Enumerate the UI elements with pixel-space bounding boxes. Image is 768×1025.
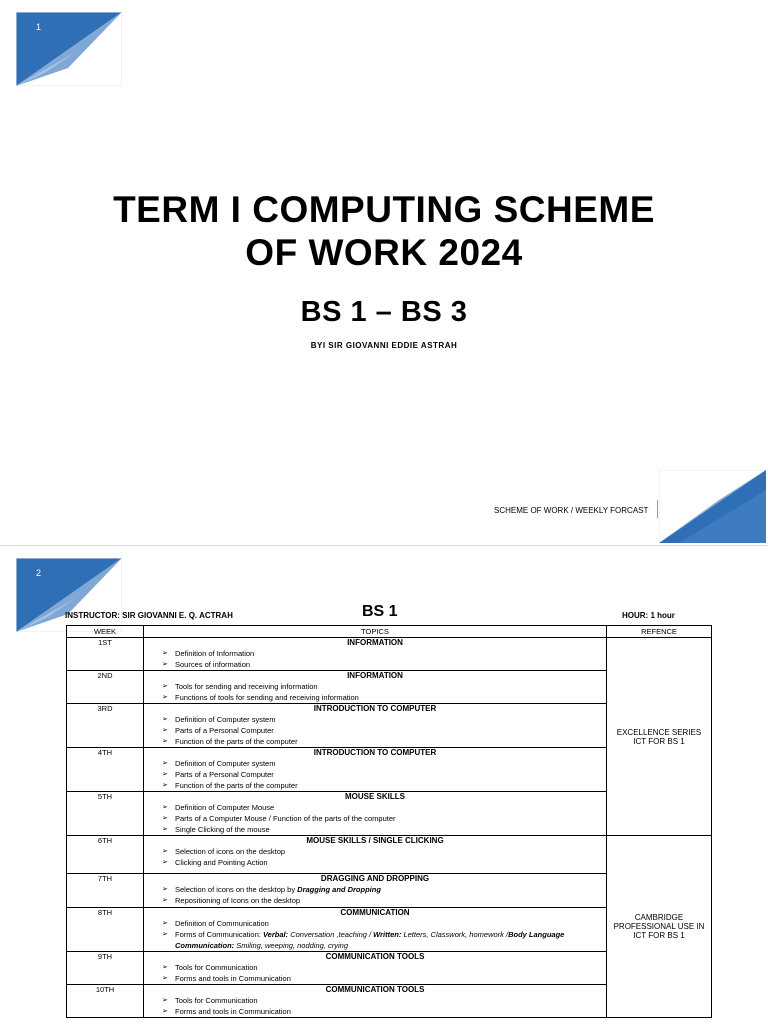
list-item: ➢ Functions of tools for sending and receiving information bbox=[162, 692, 606, 703]
item-text: Selection of icons on the desktop by bbox=[175, 885, 298, 894]
topic-list bbox=[144, 846, 606, 868]
topic-list bbox=[144, 884, 606, 906]
topic-heading: DRAGGING AND DROPPING bbox=[320, 874, 430, 883]
list-item: ➢ Sources of information bbox=[162, 659, 606, 670]
list-item: ➢ Tools for sending and receiving information bbox=[162, 681, 606, 692]
list-item: ➢ Parts of a Computer Mouse / Function of the parts of the computer bbox=[162, 813, 606, 824]
topic-heading: INTRODUCTION TO COMPUTER bbox=[313, 704, 437, 713]
week-cell: 10TH bbox=[67, 985, 144, 1018]
reference-line: PROFESSIONAL USE IN bbox=[613, 922, 705, 931]
topic-cell bbox=[144, 874, 607, 908]
reference-line: CAMBRIDGE bbox=[634, 913, 684, 922]
week-cell: 7TH bbox=[67, 874, 144, 908]
list-item bbox=[162, 884, 606, 895]
corner-decoration-top-left bbox=[16, 12, 122, 86]
item-italic: Smiling, weeping, nodding, crying bbox=[234, 941, 348, 950]
topic-list bbox=[144, 681, 606, 703]
topic-heading: INFORMATION bbox=[347, 638, 403, 647]
topic-heading: COMMUNICATION TOOLS bbox=[325, 952, 425, 961]
list-item: ➢ Clicking and Pointing Action bbox=[162, 857, 606, 868]
list-item: ➢ Definition of Computer system bbox=[162, 714, 606, 725]
topic-list bbox=[144, 962, 606, 984]
corner-decoration-bottom-right bbox=[659, 470, 766, 543]
topic-heading: COMMUNICATION TOOLS bbox=[325, 985, 425, 994]
slide-number: 2 bbox=[36, 568, 42, 578]
topic-cell bbox=[144, 908, 607, 952]
footer-divider bbox=[657, 500, 658, 518]
subtitle: BS 1 – BS 3 bbox=[300, 296, 468, 328]
topic-list bbox=[144, 918, 606, 951]
corner-decoration-top-left bbox=[16, 558, 122, 632]
topic-heading: INFORMATION bbox=[347, 671, 403, 680]
item-emphasis: Written: bbox=[373, 930, 402, 939]
week-cell: 3RD bbox=[67, 704, 144, 748]
topic-heading: MOUSE SKILLS bbox=[344, 792, 405, 801]
reference-line: ICT FOR BS 1 bbox=[633, 931, 685, 940]
slide-number: 1 bbox=[36, 22, 42, 32]
title-line-2: OF WORK 2024 bbox=[245, 232, 523, 273]
scheme-table bbox=[66, 625, 712, 1018]
topic-list bbox=[144, 995, 606, 1017]
topic-cell bbox=[144, 704, 607, 748]
week-cell: 8TH bbox=[67, 908, 144, 952]
instructor-label: INSTRUCTOR: SIR GIOVANNI E. Q. ACTRAH bbox=[65, 611, 233, 620]
item-italic: Letters, Classwork, homework / bbox=[401, 930, 509, 939]
list-item: ➢ Repositioning of Icons on the desktop bbox=[162, 895, 606, 906]
week-cell: 4TH bbox=[67, 748, 144, 792]
list-item bbox=[162, 929, 606, 951]
reference-line: ICT FOR BS 1 bbox=[633, 736, 685, 746]
header-week: WEEK bbox=[67, 626, 144, 638]
week-cell: 2ND bbox=[67, 671, 144, 704]
topic-list bbox=[144, 802, 606, 835]
reference-cell-2 bbox=[607, 836, 712, 1018]
topic-list bbox=[144, 714, 606, 747]
list-item: ➢ Definition of Computer Mouse bbox=[162, 802, 606, 813]
list-item: ➢ Forms and tools in Communication bbox=[162, 973, 606, 984]
week-cell: 6TH bbox=[67, 836, 144, 874]
topic-cell bbox=[144, 836, 607, 874]
list-item: ➢ Parts of a Personal Computer bbox=[162, 769, 606, 780]
header-topics: TOPICS bbox=[144, 626, 607, 638]
item-italic: Conversation ,teaching / bbox=[288, 930, 374, 939]
item-emphasis: Body Language Communication: bbox=[175, 930, 565, 950]
list-item: ➢ Definition of Computer system bbox=[162, 758, 606, 769]
topic-cell bbox=[144, 792, 607, 836]
list-item: ➢ Tools for Communication bbox=[162, 962, 606, 973]
topic-cell bbox=[144, 952, 607, 985]
title-line-1: TERM I COMPUTING SCHEME bbox=[113, 189, 655, 230]
table-header-row bbox=[67, 626, 712, 638]
table-row bbox=[67, 836, 712, 874]
topic-list bbox=[144, 758, 606, 791]
topic-heading: MOUSE SKILLS / SINGLE CLICKING bbox=[306, 836, 444, 845]
item-emphasis: Verbal: bbox=[262, 930, 289, 939]
topic-cell bbox=[144, 638, 607, 671]
list-item: ➢ Single Clicking of the mouse bbox=[162, 824, 606, 835]
week-cell: 1ST bbox=[67, 638, 144, 671]
topic-cell bbox=[144, 671, 607, 704]
list-item: ➢ Function of the parts of the computer bbox=[162, 780, 606, 791]
header-reference: REFENCE bbox=[607, 626, 712, 638]
table-row bbox=[67, 638, 712, 671]
reference-cell-1 bbox=[607, 638, 712, 836]
list-item: ➢ Forms and tools in Communication bbox=[162, 1006, 606, 1017]
page-title bbox=[0, 188, 768, 274]
list-item: ➢ Selection of icons on the desktop bbox=[162, 846, 606, 857]
footer-text: SCHEME OF WORK / WEEKLY FORCAST bbox=[494, 506, 649, 515]
topic-heading: INTRODUCTION TO COMPUTER bbox=[313, 748, 437, 757]
class-title: BS 1 bbox=[362, 603, 398, 620]
list-item: ➢ Definition of Communication bbox=[162, 918, 606, 929]
author-line: BYI SIR GIOVANNI EDDIE ASTRAH bbox=[310, 341, 458, 350]
topic-cell bbox=[144, 985, 607, 1018]
week-cell: 9TH bbox=[67, 952, 144, 985]
reference-line: EXCELLENCE SERIES bbox=[616, 727, 702, 737]
week-cell: 5TH bbox=[67, 792, 144, 836]
list-item: ➢ Function of the parts of the computer bbox=[162, 736, 606, 747]
item-emphasis: Dragging and Dropping bbox=[297, 885, 381, 894]
slide-2 bbox=[0, 545, 768, 1025]
topic-heading: COMMUNICATION bbox=[340, 908, 410, 917]
topic-cell bbox=[144, 748, 607, 792]
topic-list bbox=[144, 648, 606, 670]
hours-label: HOUR: 1 hour bbox=[622, 611, 675, 620]
item-text: Forms of Communication: bbox=[175, 930, 263, 939]
list-item: ➢ Parts of a Personal Computer bbox=[162, 725, 606, 736]
list-item: ➢ Definition of Information bbox=[162, 648, 606, 659]
list-item: ➢ Tools for Communication bbox=[162, 995, 606, 1006]
